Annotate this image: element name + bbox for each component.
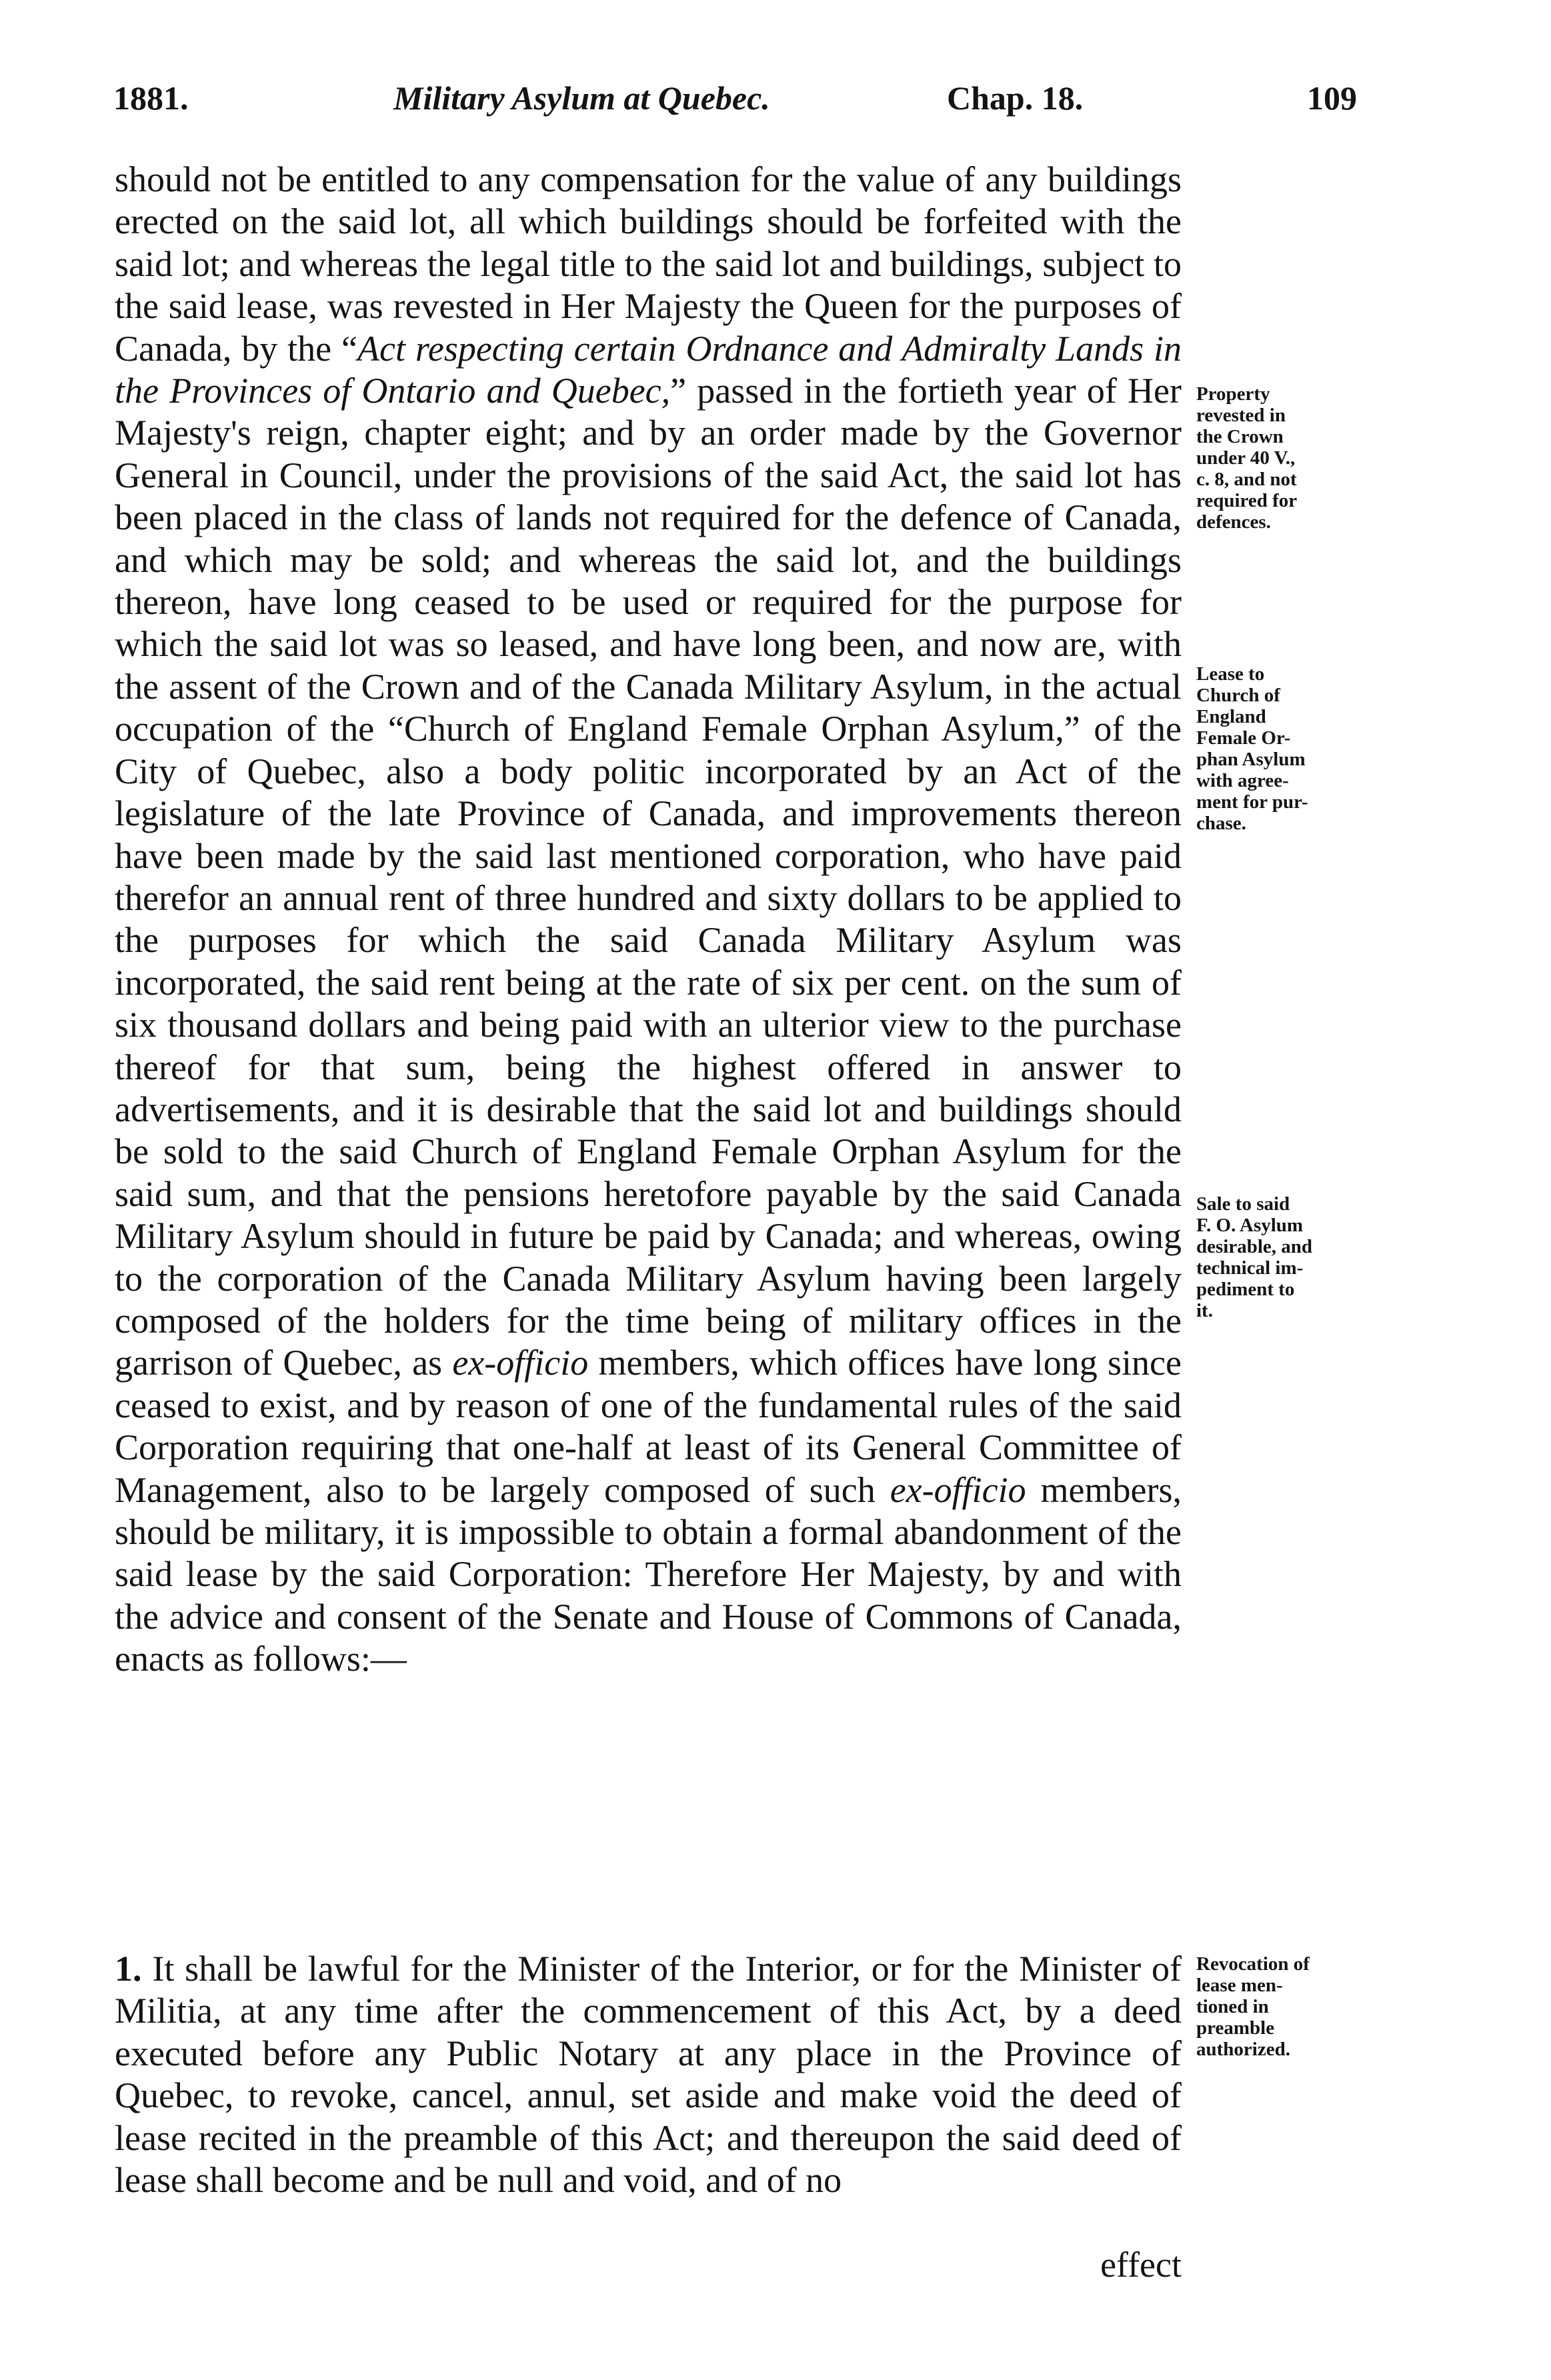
- section-1: [115, 1948, 1182, 2201]
- section-text: It shall be lawful for the Minister of the Interior, or for the Minister of Militia, at any time after the commencement of this Act, by a deed executed before any Public Notary at any place in the Province of Quebec, to revoke, cancel, annul, set aside and make void the deed of lease recited in the preamble of this Act; and thereupon the said deed of lease shall become and be null and void, and of no: [115, 1949, 1182, 2201]
- preamble-text-c: members, which offices have long since ceased to exist, and by reason of one of the fundamental rules of the said Corporation requiring that one-half at least of its General Committee of Management, also to be largely composed of such: [115, 1343, 1182, 1510]
- catchword: effect: [1100, 2245, 1182, 2285]
- preamble-text-a: should not be entitled to any compensation for the value of any buildings erected on the said lot, all which buildings should be forfeited with the said lot; and whereas the legal title to the said lot and buildings, subject to the said lease, was revested in Her Majesty the Queen for the purposes of Canada, by the “: [115, 159, 1182, 369]
- margin-note: Revocation of lease men- tioned in preamble authorized.: [1196, 1953, 1310, 2060]
- page-number: 109: [1307, 79, 1357, 117]
- margin-note: Lease to Church of England Female Or- phan Asylum with agree- ment for pur- chase.: [1196, 663, 1308, 834]
- preamble-paragraph: [115, 159, 1182, 1681]
- preamble-text-b: ” passed in the fortieth year of Her Majesty's reign, chapter eight; and by an order made by the Governor General in Council, under the provisions of the said Act, the said lot has been placed in the class of lands not required for the defence of Canada, and which may be sold; and whereas the said lot, and the buildings thereon, have long ceased to be used or required for the purpose for which the said lot was so leased, and have long been, and now are, with the assent of the Crown and of the Canada Military Asylum, in the actual occupation of the “Church of England Female Orphan Asylum,” of the City of Quebec, also a body politic incorporated by an Act of the legislature of the late Province of Canada, and improvements thereon have been made by the said last mentioned corporation, who have paid therefor an annual rent of three hundred and sixty dollars to be applied to the purposes for which the said Canada Military Asylum was incorporated, the said rent being at the rate of six per cent. on the sum of six thousand dollars and being paid with an ulterior view to the purchase thereof for that sum, being the highest offered in answer to advertisements, and it is desirable that the said lot and buildings should be sold to the said Church of England Female Orphan Asylum for the said sum, and that the pensions heretofore payable by the said Canada Military Asylum should in future be paid by Canada; and whereas, owing to the corporation of the Canada Military Asylum having been largely composed of the holders for the time being of military offices in the garrison of Quebec, as: [115, 371, 1182, 1383]
- header-title: Military Asylum at Quebec.: [393, 79, 770, 117]
- header-chapter: Chap. 18.: [947, 79, 1084, 117]
- margin-note: Property revested in the Crown under 40 V., c. 8, and not required for defences.: [1196, 383, 1298, 533]
- header-year: 1881.: [113, 79, 189, 117]
- section-number: 1.: [115, 1949, 142, 1989]
- act-title: Act respecting certain Ordnance and Admiralty Lands in the Provinces of Ontario and Quebec,: [115, 328, 1182, 411]
- ex-officio-term: ex-officio: [452, 1343, 589, 1383]
- margin-note: Sale to said F. O. Asylum desirable, and technical im- pediment to it.: [1196, 1193, 1313, 1321]
- ex-officio-term: ex-officio: [890, 1469, 1026, 1510]
- preamble-text-d: members, should be military, it is impossible to obtain a formal abandonment of the said lease by the said Corporation: Therefore Her Majesty, by and with the advice and consent of the Senate and House of Commons of Canada, enacts as follows:—: [115, 1469, 1182, 1679]
